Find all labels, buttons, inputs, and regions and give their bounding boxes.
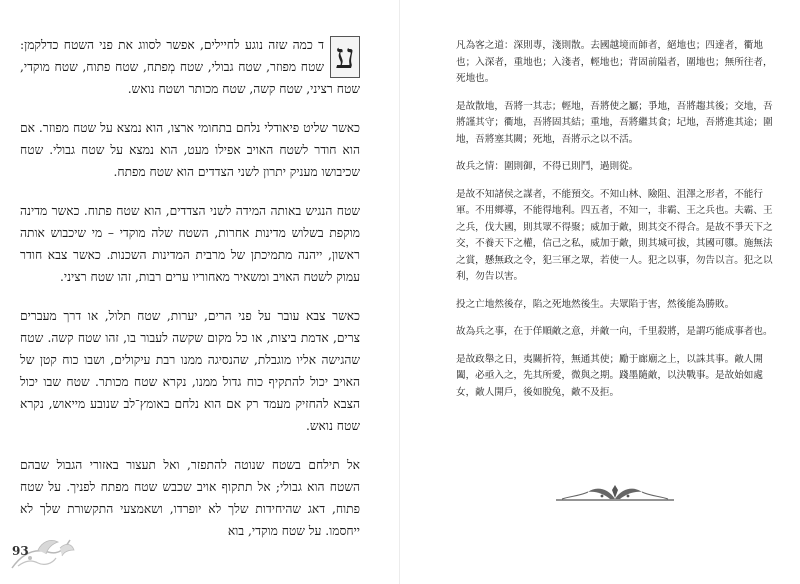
paragraph: 故為兵之事，在于佯順敵之意，并敵一向，千里殺將，是謂巧能成事者也。 — [456, 326, 773, 337]
paragraph: כאשר שליט פיאודלי נלחם בתחומי ארצו, הוא נמצא על שטח מפוזר. אם הוא חודר לשטח האויב אפילו מעט, הוא נמצא על שטח גבולי. שטח שכיבושו מעניק יתרון לשני הצדדים הוא שטח מפתח. — [20, 121, 360, 179]
right-page — [400, 0, 800, 584]
page-number: 93 — [12, 544, 29, 558]
ornament-divider-icon — [552, 482, 678, 504]
paragraph: 是故不知諸侯之謀者，不能預交。不知山林、險阻、沮澤之形者，不能行軍。不用鄉導，不能得地利。四五者，不知一，非霸、王之兵也。夫霸、王之兵，伐大國，則其眾不得聚；威加于敵，則其交不得合。是故不爭天下之交，不養天下之權，信己之私，威加于敵，則其城可拔，其國可隳。施無法之賞，懸無政之令，犯三軍之眾，若使一人。犯之以事，勿告以言。犯之以利，勿告以害。 — [456, 188, 773, 282]
paragraph: אל תילחם בשטח שנוטה להתפזר, ואל תעצור באזורי הגבול שבהם השטח הוא גבולי; אל תתקוף אויב שכבש שטח מפתח לפניך. על שטח פתוח, דאג שהיחידות שלך לא יופרדו, ושאמצעי התקשורת שלך לא ייחסמו. על שטח מוקדי, בוא — [20, 458, 360, 538]
paragraph — [20, 34, 360, 100]
chinese-text-column — [456, 38, 776, 412]
drop-cap: ע — [330, 36, 360, 78]
paragraph: 是故散地，吾將一其志；輕地，吾將使之屬；爭地，吾將趨其後；交地，吾將謹其守；衢地，吾將固其結；重地，吾將繼其食；圮地，吾將進其途；圍地，吾將塞其闕；死地，吾將示之以不活。 — [456, 100, 773, 145]
paragraph: שטח הנגיש באותה המידה לשני הצדדים, הוא שטח פתוח. כאשר מדינה מוקפת בשלוש מדינות אחרות, השטח שלה מוקדי – מי שיכבוש אותה ראשון, ייהנה מתמיכתן של מרבית המדינות השכנות. כאשר צבא חודר עמוק לשטח האויב ומשאיר מאחוריו ערים רבות, זהו שטח רציני. — [20, 204, 360, 284]
paragraph-text: ד כמה שזה נוגע לחיילים, אפשר לסווג את פני השטח כדלקמן: שטח מפוזר, שטח גבולי, שטח מְפתח, שטח פתוח, שטח מוקדי, שטח רציני, שטח קשה, שטח מכותר ושטח נואש. — [20, 38, 360, 96]
paragraph: 投之亡地然後存，陷之死地然後生。夫眾陷于害，然後能為勝敗。 — [456, 298, 735, 310]
paragraph: 是故政舉之日，夷關折符，無通其使；勵于廊廟之上，以誅其事。敵人開闔，必亟入之，先其所愛，微與之期。踐墨隨敵，以決戰事。是故始如處女，敵人開戶，後如脫兔，敵不及拒。 — [456, 353, 763, 398]
hebrew-text-column — [20, 34, 360, 559]
paragraph: 故兵之情：圍則御，不得已則鬥，過則從。 — [456, 161, 639, 172]
paragraph: 凡為客之道：深則專，淺則散。去國越境而師者，絕地也；四達者，衢地也；入深者，重地也；入淺者，輕地也；背固前隘者，圍地也；無所往者，死地也。 — [456, 40, 773, 84]
paragraph: כאשר צבא עובר על פני הרים, יערות, שטח תלול, או דרך מעברים צרים, אדמת ביצות, או כל מקום שקשה לעבור בו, זהו שטח קשה. שטח שהגישה אליו מוגבלת, שהנסיגה ממנו רבת עיקולים, ושבו כוח קטן של האויב יכול להתקיף כוח גדול ממנו, נקרא שטח מכותר. שטח שבו יכול הצבא להחזיק מעמד רק אם הוא נלחם באומץ־לב שנובע מייאוש, נקרא שטח נואש. — [20, 309, 360, 433]
